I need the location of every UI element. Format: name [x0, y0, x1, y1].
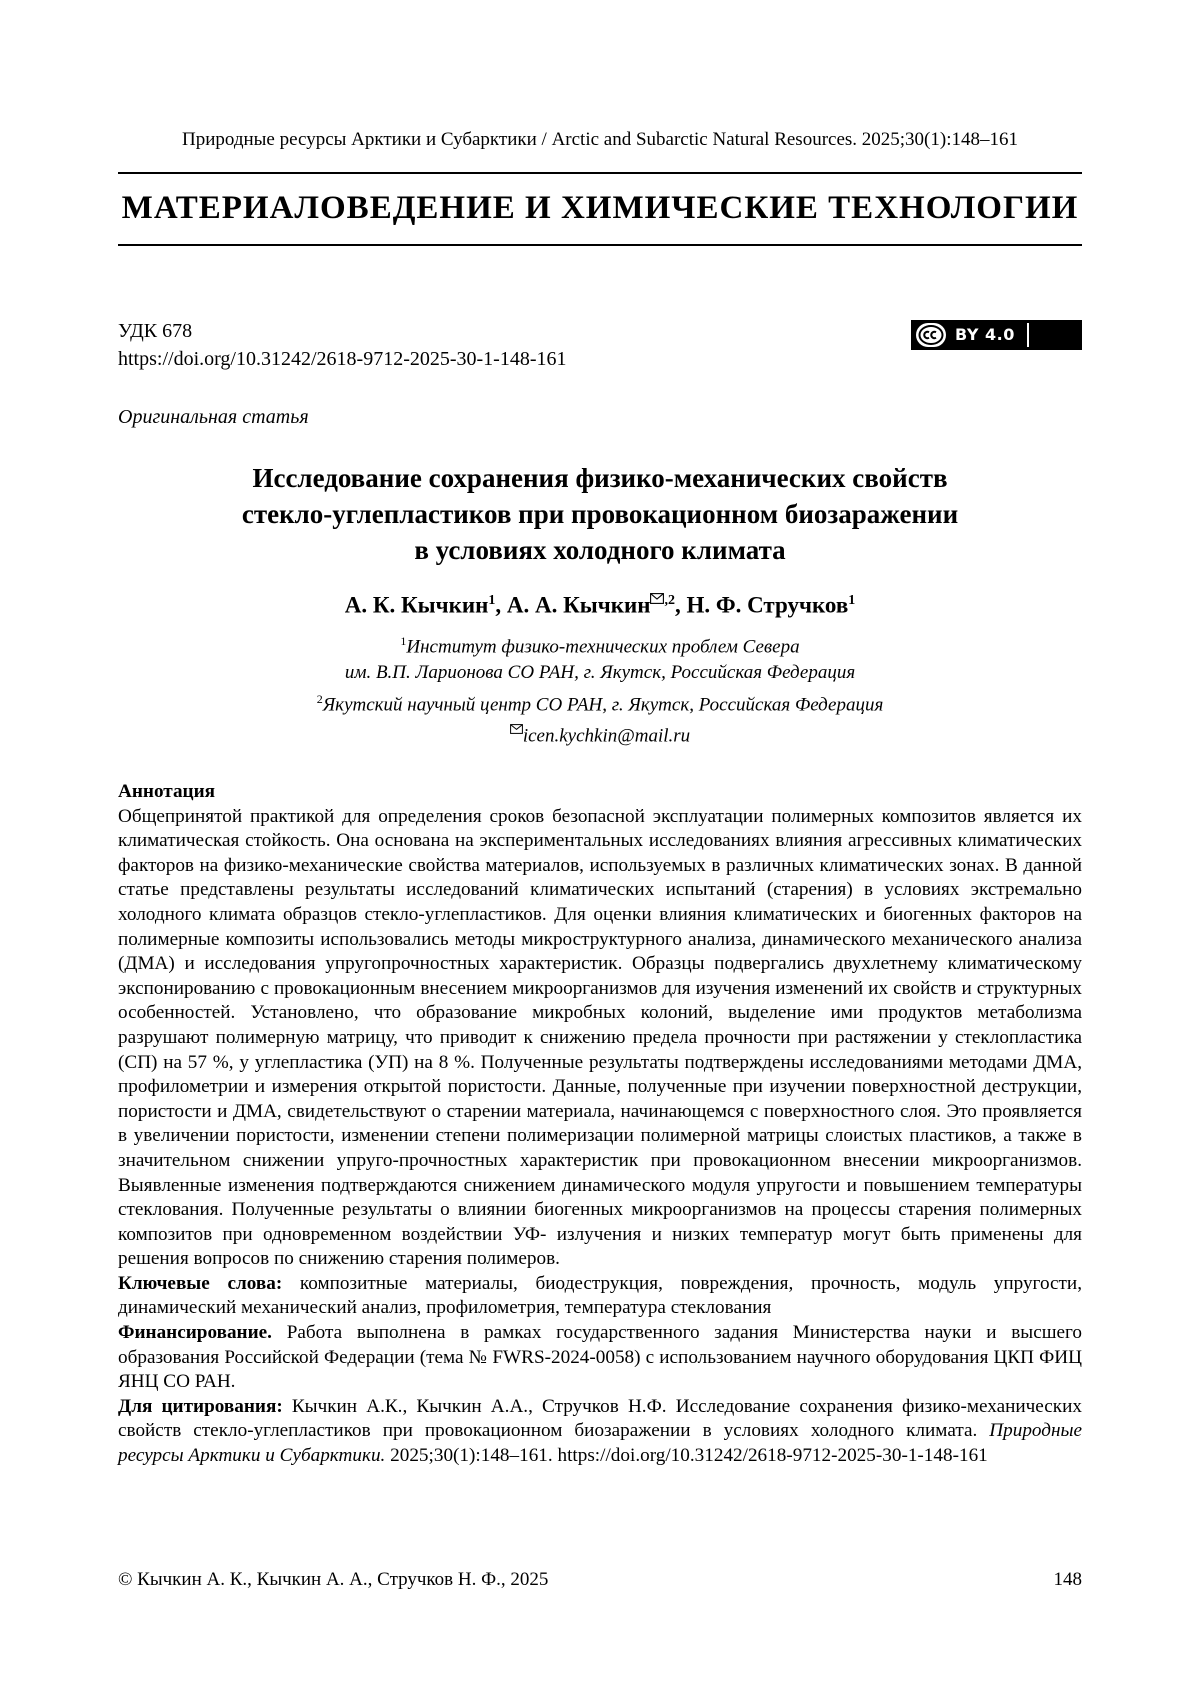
funding-text: Работа выполнена в рамках государственного задания Министерства науки и высшего образования Российской Федерации (тема № FWRS-2024-0058) с использованием научного оборудования ЦКП ФИЦ ЯНЦ СО РАН. [118, 1322, 1082, 1393]
citation-label: Для цитирования: [118, 1395, 283, 1417]
affiliation-1-name: Институт физико-технических проблем Севера [406, 636, 800, 658]
author-1-affiliation: 1 [488, 593, 496, 608]
license-badge-fill [1027, 323, 1078, 347]
page-number: 148 [1053, 1569, 1082, 1590]
affiliation-2 [118, 686, 1082, 718]
author-3-affiliation: 1 [848, 593, 856, 608]
affiliation-2-name: Якутский научный центр СО РАН, г. Якутск, Российская Федерация [322, 694, 884, 716]
running-header: Природные ресурсы Арктики и Субарктики / Arctic and Subarctic Natural Resources. 2025;30(1):148–161 [181, 129, 1018, 150]
udc-code: УДК 678 [118, 320, 193, 342]
abstract-heading: Аннотация [118, 781, 216, 802]
citation-text: Кычкин А.К., Кычкин А.А., Стручков Н.Ф. Исследование сохранения физико-механических свойств стекло-углепластиков при провокационном биозаражении в условиях холодного климата. [118, 1395, 1082, 1442]
contact-email [118, 716, 1082, 749]
author-list [118, 582, 1082, 621]
section-title: МАТЕРИАЛОВЕДЕНИЕ И ХИМИЧЕСКИЕ ТЕХНОЛОГИИ [121, 190, 1079, 226]
keywords-label: Ключевые слова: [118, 1272, 283, 1294]
copyright-notice: © Кычкин А. К., Кычкин А. А., Стручков Н. Ф., 2025 [118, 1569, 549, 1590]
license-label: BY 4.0 [955, 325, 1015, 344]
keywords [118, 1272, 1082, 1321]
doi-link[interactable]: https://doi.org/10.31242/2618-9712-2025-30-1-148-161 [118, 348, 567, 370]
author-2: А. А. Кычкин [506, 592, 651, 618]
citation-details: 2025;30(1):148–161. https://doi.org/10.31242/2618-9712-2025-30-1-148-161 [385, 1445, 988, 1467]
citation [118, 1395, 1082, 1469]
abstract-block [118, 780, 1082, 1469]
affiliations [118, 628, 1082, 719]
header-rule-bottom [118, 244, 1082, 246]
author-1: А. К. Кычкин [344, 592, 489, 618]
author-separator: , [495, 592, 507, 618]
creative-commons-icon [916, 323, 946, 347]
author-3: Н. Ф. Стручков [686, 592, 849, 618]
envelope-icon [510, 716, 523, 742]
affiliation-2-marker: 2 [316, 692, 323, 707]
email-address[interactable]: icen.kychkin@mail.ru [522, 725, 691, 747]
article-type: Оригинальная статья [118, 406, 309, 428]
title-line-3: в условиях холодного климата [414, 535, 786, 565]
citation-journal: Природные ресурсы Арктики и Субарктики. [118, 1420, 1082, 1467]
article-title [118, 460, 1082, 568]
envelope-icon [650, 582, 664, 612]
funding-label: Финансирование. [118, 1322, 272, 1344]
cc-license-badge[interactable] [911, 320, 1082, 350]
funding [118, 1321, 1082, 1395]
affiliation-1-line-1 [118, 628, 1082, 660]
title-line-2: стекло-углепластиков при провокационном биозаражении [241, 499, 959, 529]
author-2-affiliation: ,2 [664, 593, 675, 608]
abstract-text: Общепринятой практикой для определения сроков безопасной эксплуатации полимерных композитов является их климатическая стойкость. Она основана на экспериментальных исследованиях влияния агрессивных климатических факторов на физико-механические свойства материалов, используемых в различных климатических зонах. В данной статье представлены результаты исследований климатических испытаний (старения) в условиях экстремально холодного климата образцов стекло-углепластиков. Для оценки влияния климатических и биогенных факторов на полимерные композиты использовались методы микроструктурного анализа, динамического механического анализа (ДМА) и исследования упругопрочностных характеристик. Образцы подвергались двухлетнему климатическому экспонированию с провокационным внесением микроорганизмов для изучения изменений их свойств и структурных особенностей. Установлено, что образование микробных колоний, выделение ими продуктов метаболизма разрушают полимерную матрицу, что приводит к снижению предела прочности при растяжении у стеклопластика (СП) на 57 %, у углепластика (УП) на 8 %. Полученные результаты подтверждены исследованиями методами ДМА, профилометрии и измерения открытой пористости. Данные, полученные при изучении поверхностной деструкции, пористости и ДМА, свидетельствуют о старении материала, начинающемся с поверхностного слоя. Это проявляется в увеличении пористости, изменении степени полимеризации полимерной матрицы слоистых пластиков, а также в значительном снижении упруго-прочностных характеристик при провокационном внесении микроорганизмов. Выявленные изменения подтверждаются снижением динамического модуля упругости и повышением температуры стеклования. Полученные результаты о влиянии биогенных микроорганизмов на процессы старения полимерных композитов при одновременном воздействии УФ- излучения и низких температур могут быть применены для решения вопросов по снижению старения полимеров. [118, 805, 1082, 1270]
affiliation-1-line-2: им. В.П. Ларионова СО РАН, г. Якутск, Российская Федерация [344, 662, 856, 684]
keywords-text: композитные материалы, биодеструкция, повреждения, прочность, модуль упругости, динамический механический анализ, профилометрия, температура стеклования [118, 1272, 1082, 1319]
author-separator: , [674, 592, 687, 618]
title-line-1: Исследование сохранения физико-механических свойств [252, 463, 948, 493]
header-rule-top [118, 172, 1082, 174]
affiliation-1-marker: 1 [400, 634, 407, 648]
